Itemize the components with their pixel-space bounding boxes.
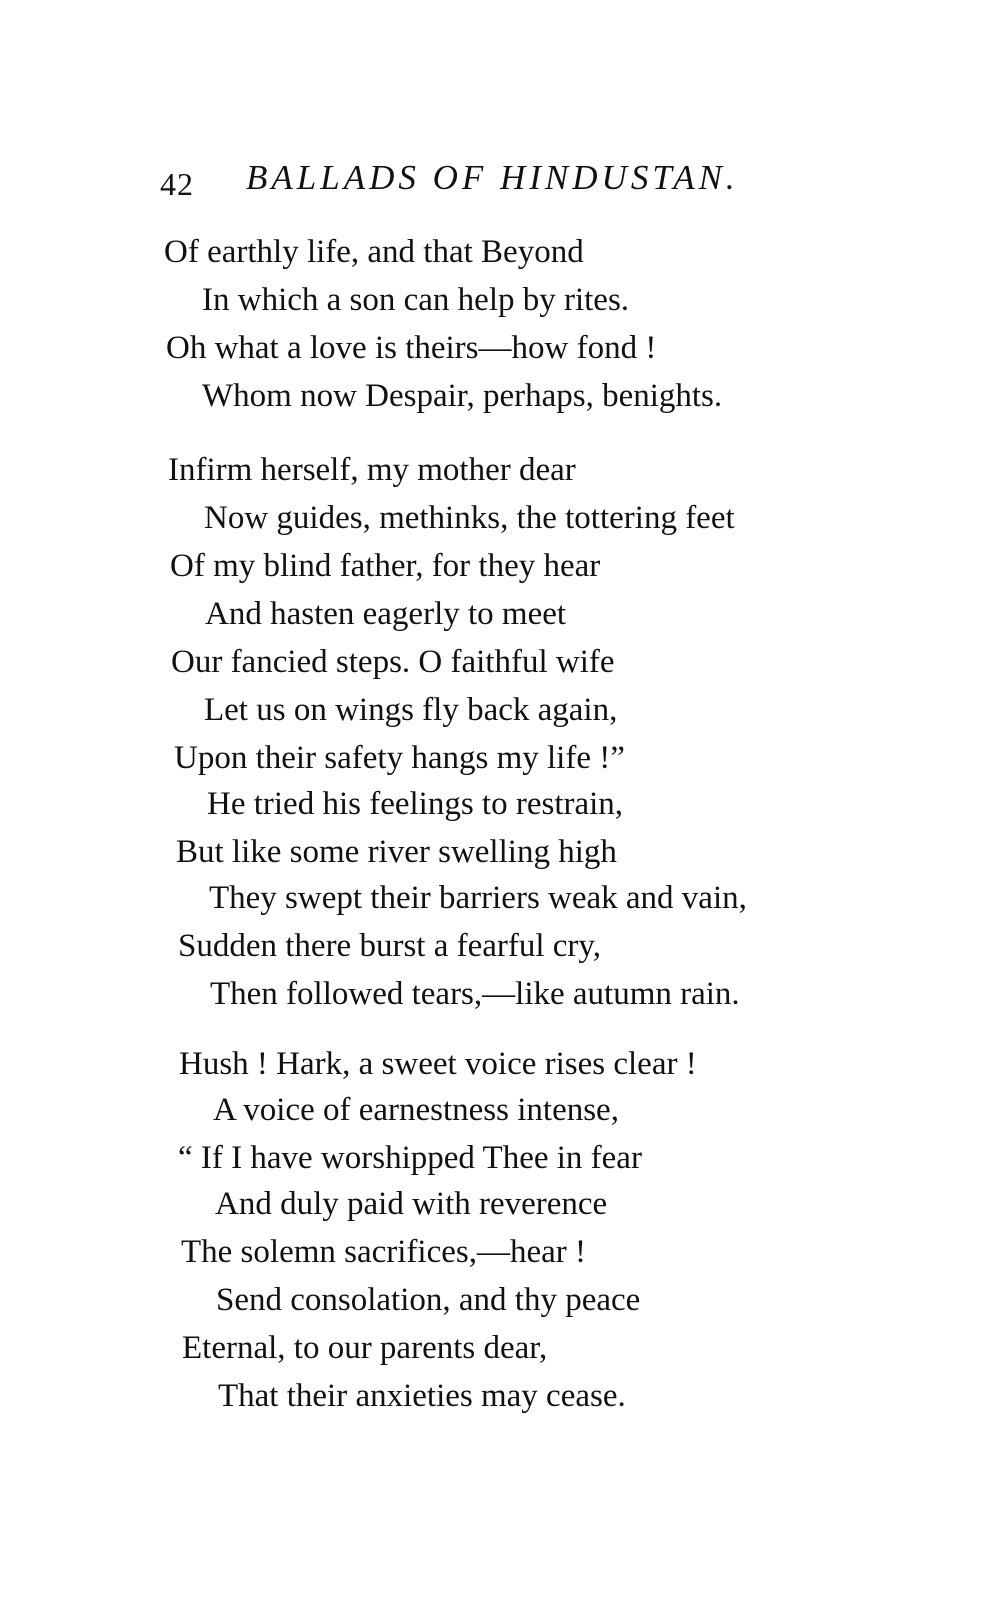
book-title: BALLADS OF HINDUSTAN. (246, 158, 739, 197)
verse-line: Our fancied steps. O faithful wife (171, 644, 615, 680)
verse-line: Of earthly life, and that Beyond (164, 234, 584, 270)
verse-line: Upon their safety hangs my life !” (174, 740, 625, 776)
verse-line: Now guides, methinks, the tottering feet (204, 500, 735, 536)
verse-line: “ If I have worshipped Thee in fear (178, 1140, 642, 1176)
verse-line: Send consolation, and thy peace (216, 1282, 641, 1318)
verse-line: Of my blind father, for they hear (170, 548, 601, 584)
verse-line: A voice of earnestness intense, (213, 1092, 619, 1128)
verse-line: But like some river swelling high (176, 834, 617, 870)
verse-line: Eternal, to our parents dear, (182, 1330, 548, 1366)
verse-line: And hasten eagerly to meet (205, 596, 567, 632)
verse-line: Oh what a love is theirs—how fond ! (166, 330, 657, 366)
verse-line: They swept their barriers weak and vain, (209, 880, 747, 916)
verse-line: Sudden there burst a fearful cry, (178, 928, 602, 964)
verse-line: Infirm herself, my mother dear (168, 452, 576, 488)
verse-line: And duly paid with reverence (215, 1186, 608, 1222)
verse-line: That their anxieties may cease. (218, 1378, 626, 1414)
page-number: 42 (160, 166, 194, 202)
verse-line: In which a son can help by rites. (202, 282, 630, 318)
verse-line: Whom now Despair, perhaps, benights. (202, 378, 723, 414)
verse-line: Hush ! Hark, a sweet voice rises clear ! (179, 1046, 697, 1082)
running-head (160, 158, 840, 204)
verse-line: He tried his feelings to restrain, (207, 786, 624, 822)
verse-line: Let us on wings fly back again, (204, 692, 618, 728)
verse-line: Then followed tears,—like autumn rain. (210, 976, 740, 1012)
verse-line: The solemn sacrifices,—hear ! (181, 1234, 586, 1270)
